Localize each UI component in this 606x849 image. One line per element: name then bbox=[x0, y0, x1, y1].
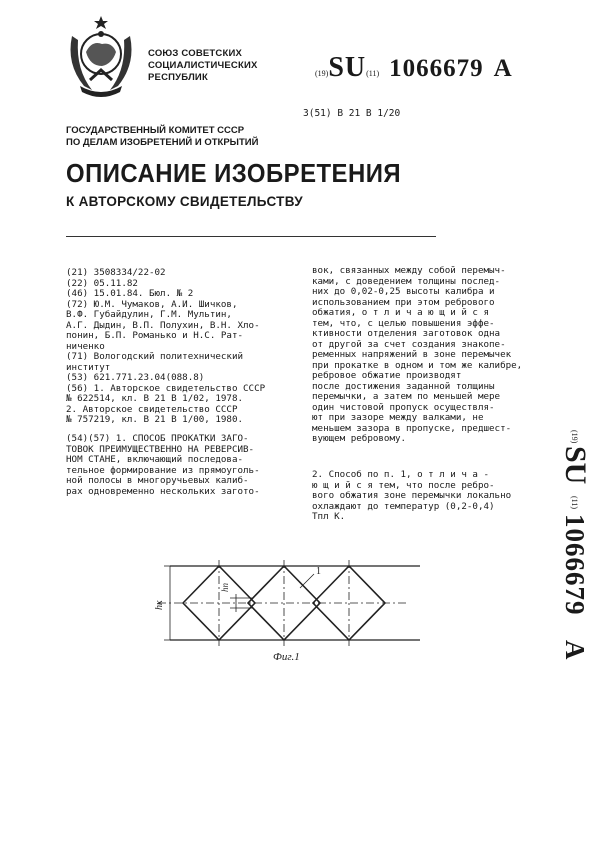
side-kind-code: A bbox=[560, 640, 590, 660]
abstract-line: тельное формирование из прямоуголь- bbox=[66, 464, 260, 476]
abstract-line: рах одновременно нескольких загото- bbox=[66, 485, 260, 497]
claim-line: ю щ и й с я тем, что после ребро- bbox=[312, 479, 495, 491]
document-title: ОПИСАНИЕ ИЗОБРЕТЕНИЯ bbox=[66, 158, 402, 188]
claim-line: охлаждают до температур (0,2-0,4) bbox=[312, 500, 495, 512]
leader-line bbox=[300, 574, 314, 588]
claim-line: использованием при этом ребрового bbox=[312, 296, 495, 308]
claim-line: вого обжатия зоне перемычки локально bbox=[312, 490, 512, 501]
label-hk: hк bbox=[154, 600, 165, 610]
claim-line: от другой за счет создания знакопе- bbox=[312, 338, 506, 350]
biblio-line: № 622514, кл. В 21 В 1/02, 1978. bbox=[66, 393, 244, 404]
kind-code: A bbox=[493, 55, 512, 82]
claim-line: ками, с доведением толщины послед- bbox=[312, 275, 501, 287]
divider bbox=[66, 236, 436, 237]
claim-line: Тпл К. bbox=[312, 511, 346, 522]
state-line: РЕСПУБЛИК bbox=[148, 72, 208, 83]
claim-line: ребровое обжатие производят bbox=[312, 370, 462, 381]
abstract-line: ной полосы в многоручьевых калиб- bbox=[66, 475, 249, 486]
country-code: SU bbox=[328, 52, 367, 83]
committee-name bbox=[66, 125, 258, 149]
state-line: СОЦИАЛИСТИЧЕСКИХ bbox=[148, 60, 258, 71]
claim-line: них до 0,02-0,25 высоты калибра и bbox=[312, 286, 495, 297]
document-subtitle: К АВТОРСКОМУ СВИДЕТЕЛЬСТВУ bbox=[66, 194, 303, 209]
state-emblem-icon bbox=[62, 14, 140, 98]
biblio-line: (53) 621.771.23.04(088.8) bbox=[66, 372, 205, 383]
biblio-line: В.Ф. Губайдулин, Г.М. Мультин, bbox=[66, 309, 232, 320]
ipc-classification: 3(51) В 21 В 1/20 bbox=[303, 108, 401, 119]
claim-line: 2. Способ по п. 1, о т л и ч а - bbox=[312, 469, 490, 480]
state-line: СОЮЗ СОВЕТСКИХ bbox=[148, 48, 243, 59]
claim-line: один чистовой пропуск осуществля- bbox=[312, 401, 495, 413]
figure-caption: Фиг.1 bbox=[273, 651, 300, 663]
claim-line: ременных напряжений в зоне перемычек bbox=[312, 349, 512, 360]
biblio-line: понин, Б.П. Романько и Н.С. Рат- bbox=[66, 330, 244, 341]
committee-line: ГОСУДАРСТВЕННЫЙ КОМИТЕТ СССР bbox=[66, 125, 245, 136]
biblio-line: А.Г. Дыдин, В.П. Полухин, В.Н. Хло- bbox=[66, 319, 260, 331]
biblio-line: (21) 3508334/22-02 bbox=[66, 267, 166, 278]
claim-line: при прокатке в одном и том же калибре, bbox=[312, 359, 523, 371]
abstract-line: НОМ СТАНЕ, включающий последова- bbox=[66, 454, 244, 465]
claim-2-text bbox=[312, 470, 511, 523]
state-name bbox=[148, 48, 258, 84]
biblio-line: (71) Вологодский политехнический bbox=[66, 351, 244, 362]
side-code-19: (19) bbox=[570, 430, 579, 444]
claim-line: обжатия, о т л и ч а ю щ и й с я bbox=[312, 307, 490, 318]
side-country-code: SU bbox=[559, 446, 592, 485]
inid-code-11: (11) bbox=[366, 69, 380, 78]
claim-line: ют при зазоре между валками, не bbox=[312, 412, 484, 423]
label-hn: hп bbox=[220, 583, 230, 592]
abstract-line: (54)(57) 1. СПОСОБ ПРОКАТКИ ЗАГО- bbox=[66, 433, 249, 444]
inid-code-19: (19) bbox=[315, 69, 329, 78]
abstract-line: ТОВОК ПРЕИМУЩЕСТВЕННО НА РЕВЕРСИВ- bbox=[66, 443, 255, 455]
bibliographic-data bbox=[66, 268, 265, 426]
biblio-line: (56) 1. Авторское свидетельство СССР bbox=[66, 382, 266, 394]
figure-1 bbox=[150, 558, 450, 668]
claim-line: тем, что, с целью повышения эффе- bbox=[312, 317, 495, 329]
biblio-line: 2. Авторское свидетельство СССР bbox=[66, 403, 238, 415]
claim-1-text bbox=[312, 266, 522, 445]
side-code-11: (11) bbox=[570, 496, 579, 510]
biblio-line: (72) Ю.М. Чумаков, А.И. Шичков, bbox=[66, 298, 238, 310]
claim-line: вующем ребровому. bbox=[312, 433, 407, 444]
claim-line: после достижения заданной толщины bbox=[312, 380, 495, 392]
side-publication-number bbox=[536, 428, 592, 668]
claim-line: вок, связанных между собой перемыч- bbox=[312, 265, 506, 276]
patent-number: 1066679 bbox=[389, 55, 484, 82]
biblio-line: институт bbox=[66, 361, 111, 373]
committee-line: ПО ДЕЛАМ ИЗОБРЕТЕНИЙ И ОТКРЫТИЙ bbox=[66, 137, 259, 148]
biblio-line: (46) 15.01.84. Бюл. № 2 bbox=[66, 288, 194, 299]
abstract-text bbox=[66, 434, 260, 497]
publication-number bbox=[315, 52, 512, 84]
biblio-line: ниченко bbox=[66, 340, 105, 352]
biblio-line: № 757219, кл. В 21 В 1/00, 1980. bbox=[66, 414, 244, 425]
claim-line: перемычки, а затем по меньшей мере bbox=[312, 391, 501, 402]
claim-line: меньшем зазора в пропуске, предшест- bbox=[312, 422, 512, 434]
side-patent-number: 1066679 bbox=[560, 514, 590, 616]
claim-line: ктивности отделения заготовок одна bbox=[312, 328, 501, 339]
label-1: 1 bbox=[316, 566, 321, 577]
biblio-line: (22) 05.11.82 bbox=[66, 277, 138, 289]
